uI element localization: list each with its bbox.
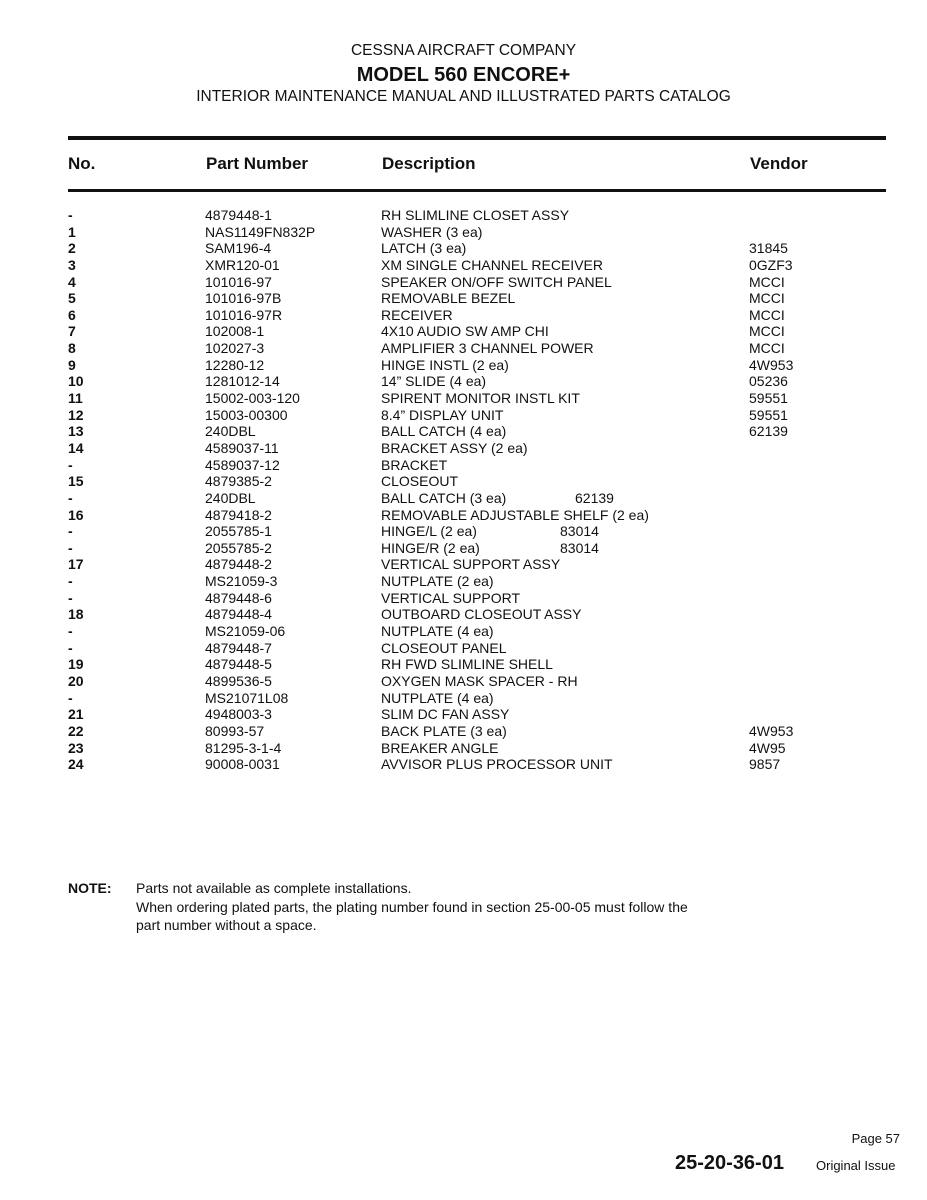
column-header-vendor: Vendor: [750, 154, 808, 173]
item-number: 4: [68, 273, 76, 290]
table-row: [0, 723, 927, 740]
item-number: 24: [68, 756, 84, 773]
part-description: 14” SLIDE (4 ea): [381, 373, 487, 390]
table-row: [0, 224, 927, 241]
part-description: RH FWD SLIMLINE SHELL: [381, 656, 553, 673]
table-row: [0, 340, 927, 357]
parts-list: [0, 207, 927, 773]
part-number: XMR120-01: [205, 256, 280, 273]
item-number: -: [68, 689, 73, 706]
part-number: 2055785-1: [205, 523, 272, 540]
part-description: XM SINGLE CHANNEL RECEIVER: [381, 256, 603, 273]
table-row: [0, 290, 927, 307]
vendor-code: 9857: [749, 756, 781, 773]
part-number: 4948003-3: [205, 706, 272, 723]
note-label: NOTE:: [68, 880, 112, 896]
item-number: -: [68, 207, 73, 223]
item-number: 8: [68, 340, 76, 357]
part-number: 2055785-2: [205, 539, 272, 556]
item-number: 23: [68, 739, 84, 756]
table-row: [0, 390, 927, 407]
part-number: 15003-00300: [205, 406, 288, 423]
item-number: -: [68, 523, 73, 540]
column-header-no: No.: [68, 154, 96, 173]
part-number: MS21059-06: [205, 623, 286, 640]
part-number: 101016-97: [205, 273, 272, 290]
manual-title: INTERIOR MAINTENANCE MANUAL AND ILLUSTRATED PARTS CATALOG: [196, 88, 731, 105]
table-row: [0, 440, 927, 457]
part-description: AVVISOR PLUS PROCESSOR UNIT: [381, 756, 613, 773]
table-row: [0, 274, 927, 291]
table-row: [0, 473, 927, 490]
part-description: OXYGEN MASK SPACER - RH: [381, 672, 578, 689]
vendor-code-inline: 83014: [560, 523, 599, 540]
part-description: AMPLIFIER 3 CHANNEL POWER: [381, 340, 594, 357]
vendor-code: 4W95: [749, 739, 786, 756]
table-row: [0, 556, 927, 573]
vendor-code: 59551: [749, 406, 788, 423]
part-description: CLOSEOUT: [381, 473, 459, 490]
item-number: 16: [68, 506, 84, 523]
part-number: 4589037-12: [205, 456, 280, 473]
part-number: 1281012-14: [205, 373, 280, 390]
item-number: 1: [68, 223, 76, 240]
table-row: [0, 490, 927, 507]
vendor-code-inline: 83014: [560, 539, 599, 556]
note-line: When ordering plated parts, the plating number found in section 25-00-05 must follow the: [136, 898, 688, 915]
item-number: 9: [68, 356, 76, 373]
page-header: [0, 42, 927, 106]
part-description: RH SLIMLINE CLOSET ASSY: [381, 207, 570, 223]
part-description: BRACKET: [381, 456, 448, 473]
part-description: BREAKER ANGLE: [381, 739, 499, 756]
item-number: 11: [68, 390, 83, 407]
vendor-code: 05236: [749, 373, 788, 390]
part-number: 4879385-2: [205, 473, 272, 490]
item-number: -: [68, 639, 73, 656]
part-description: REMOVABLE ADJUSTABLE SHELF (2 ea): [381, 506, 649, 523]
part-number: 102008-1: [205, 323, 265, 340]
table-row: [0, 706, 927, 723]
part-number: 4879448-2: [205, 556, 272, 573]
part-number: 4879448-6: [205, 589, 272, 606]
vendor-code: 62139: [749, 423, 788, 440]
column-header-description: Description: [382, 154, 476, 173]
part-description: HINGE INSTL (2 ea): [381, 356, 509, 373]
table-row: [0, 407, 927, 424]
part-description: 8.4” DISPLAY UNIT: [381, 406, 504, 423]
item-number: 2: [68, 240, 76, 257]
item-number: -: [68, 573, 73, 590]
model-title: MODEL 560 ENCORE+: [356, 64, 571, 86]
vendor-code: 4W953: [749, 722, 794, 739]
table-row: [0, 207, 927, 224]
part-description: REMOVABLE BEZEL: [381, 290, 516, 307]
item-number: 13: [68, 423, 84, 440]
vendor-code-inline: 62139: [575, 489, 614, 506]
part-description: SPIRENT MONITOR INSTL KIT: [381, 390, 580, 407]
item-number: 15: [68, 473, 84, 490]
part-description: BACK PLATE (3 ea): [381, 722, 507, 739]
part-number: 4899536-5: [205, 672, 272, 689]
part-number: 80993-57: [205, 722, 265, 739]
vendor-code: 0GZF3: [749, 256, 793, 273]
part-description: 4X10 AUDIO SW AMP CHI: [381, 323, 549, 340]
column-header-part-number: Part Number: [206, 154, 309, 173]
part-number: 4879448-7: [205, 639, 272, 656]
part-description: WASHER (3 ea): [381, 223, 483, 240]
document-number: 25-20-36-01: [675, 1152, 784, 1174]
company-name: CESSNA AIRCRAFT COMPANY: [350, 42, 577, 59]
vendor-code: 4W953: [749, 356, 794, 373]
part-description: NUTPLATE (4 ea): [381, 623, 494, 640]
item-number: 22: [68, 722, 84, 739]
table-row: [0, 756, 927, 773]
table-row: [0, 673, 927, 690]
note-line: Parts not available as complete installations.: [136, 880, 412, 896]
part-description: BRACKET ASSY (2 ea): [381, 439, 528, 456]
item-number: -: [68, 539, 73, 556]
item-number: -: [68, 489, 73, 506]
part-number: 4589037-11: [205, 439, 279, 456]
part-number: MS21071L08: [205, 689, 289, 706]
part-number: 4879448-4: [205, 606, 272, 623]
note-line: part number without a space.: [136, 917, 317, 933]
page-number: Page 57: [851, 1131, 900, 1146]
part-number: 15002-003-120: [205, 390, 300, 407]
item-number: 20: [68, 672, 84, 689]
table-row: [0, 590, 927, 607]
vendor-code: MCCI: [749, 273, 785, 290]
table-row: [0, 640, 927, 657]
part-number: 90008-0031: [205, 756, 280, 773]
table-row: [0, 507, 927, 524]
table-row: [0, 623, 927, 640]
part-description: RECEIVER: [381, 306, 453, 323]
item-number: 5: [68, 290, 76, 307]
part-description: HINGE/L (2 ea): [381, 523, 477, 540]
item-number: 12: [68, 406, 84, 423]
item-number: 3: [68, 256, 76, 273]
header-rule-top: [68, 136, 886, 140]
table-row: [0, 740, 927, 757]
item-number: 7: [68, 323, 76, 340]
part-description: HINGE/R (2 ea): [381, 539, 480, 556]
item-number: -: [68, 589, 73, 606]
part-description: NUTPLATE (4 ea): [381, 689, 494, 706]
part-number: 102027-3: [205, 340, 265, 357]
part-description: VERTICAL SUPPORT ASSY: [381, 556, 561, 573]
table-row: [0, 240, 927, 257]
header-rule-bottom: [68, 189, 886, 192]
part-description: BALL CATCH (4 ea): [381, 423, 507, 440]
item-number: -: [68, 456, 73, 473]
part-description: LATCH (3 ea): [381, 240, 467, 257]
item-number: 14: [68, 439, 84, 456]
vendor-code: MCCI: [749, 340, 785, 357]
table-row: [0, 656, 927, 673]
part-number: NAS1149FN832P: [205, 223, 316, 240]
part-description: SPEAKER ON/OFF SWITCH PANEL: [381, 273, 612, 290]
item-number: 21: [68, 706, 84, 723]
part-description: OUTBOARD CLOSEOUT ASSY: [381, 606, 582, 623]
part-number: 101016-97B: [205, 290, 282, 307]
vendor-code: MCCI: [749, 323, 785, 340]
table-row: [0, 573, 927, 590]
part-number: 4879448-5: [205, 656, 272, 673]
part-number: 81295-3-1-4: [205, 739, 282, 756]
table-row: [0, 457, 927, 474]
item-number: 18: [68, 606, 84, 623]
table-row: [0, 690, 927, 707]
table-row: [0, 257, 927, 274]
part-description: CLOSEOUT PANEL: [381, 639, 507, 656]
part-number: 240DBL: [205, 423, 256, 440]
vendor-code: 59551: [749, 390, 788, 407]
vendor-code: MCCI: [749, 290, 785, 307]
part-description: VERTICAL SUPPORT: [381, 589, 521, 606]
note-body: [136, 879, 776, 935]
table-row: [0, 540, 927, 557]
part-number: 12280-12: [205, 356, 265, 373]
part-description: NUTPLATE (2 ea): [381, 573, 494, 590]
table-row: [0, 423, 927, 440]
item-number: 19: [68, 656, 84, 673]
table-row: [0, 323, 927, 340]
table-row: [0, 357, 927, 374]
part-number: MS21059-3: [205, 573, 278, 590]
issue-status: Original Issue: [816, 1158, 896, 1173]
part-description: SLIM DC FAN ASSY: [381, 706, 510, 723]
table-row: [0, 523, 927, 540]
part-number: 240DBL: [205, 489, 256, 506]
item-number: -: [68, 623, 73, 640]
table-row: [0, 606, 927, 623]
vendor-code: MCCI: [749, 306, 785, 323]
part-number: SAM196-4: [205, 240, 272, 257]
table-row: [0, 373, 927, 390]
part-number: 4879448-1: [205, 207, 272, 223]
vendor-code: 31845: [749, 240, 788, 257]
item-number: 10: [68, 373, 84, 390]
part-description: BALL CATCH (3 ea): [381, 489, 507, 506]
item-number: 6: [68, 306, 76, 323]
part-number: 101016-97R: [205, 306, 283, 323]
table-row: [0, 307, 927, 324]
item-number: 17: [68, 556, 84, 573]
part-number: 4879418-2: [205, 506, 272, 523]
